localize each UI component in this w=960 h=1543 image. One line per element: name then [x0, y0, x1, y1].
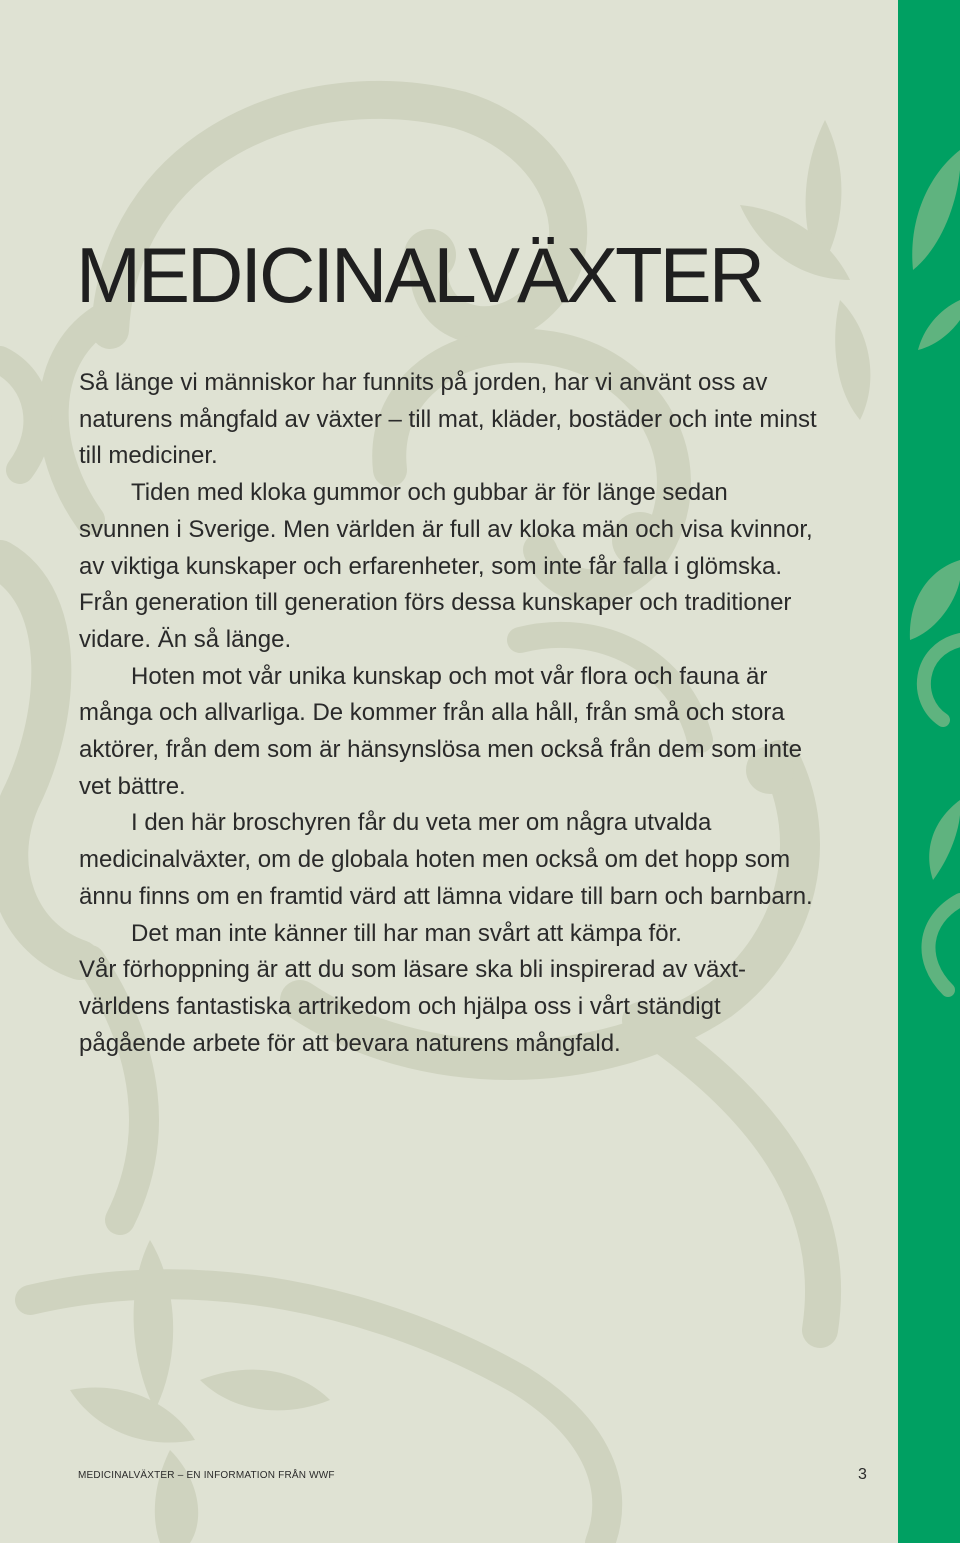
paragraph-threats: Hoten mot vår unika kunskap och mot vår flora och fauna är många och allvarliga. De kommer från alla håll, från små och stora aktörer, från dem som är hänsynslösa men också från dem som inte vet bättre.: [79, 662, 802, 800]
paragraph-hope: Vår förhoppning är att du som läsare ska bli inspirerad av växt-världens fantastiska artrikedom och hjälpa oss i vårt ständigt pågående arbete för att bevara naturens mångfald.: [79, 956, 746, 1057]
green-side-band: [898, 0, 960, 1543]
band-leaf-ornament: [898, 0, 960, 1543]
paragraph-quote: Det man inte känner till har man svårt att kämpa för.: [131, 919, 682, 947]
page-title: MEDICINALVÄXTER: [76, 231, 763, 319]
paragraph-intro: Så länge vi människor har funnits på jorden, har vi använt oss av naturens mångfald av växter – till mat, kläder, bostäder och inte minst till mediciner.: [79, 369, 817, 470]
page-number: 3: [858, 1466, 867, 1483]
paragraph-brochure: I den här broschyren får du veta mer om några utvalda medicinalväxter, om de globala hoten men också om det hopp som ännu finns om en framtid värd att lämna vidare till barn och barnbarn.: [79, 809, 813, 910]
body-text: [79, 365, 819, 1062]
paragraph-wise-women-and-men: Tiden med kloka gummor och gubbar är för länge sedan svunnen i Sverige. Men världen är full av kloka män och visa kvinnor, av viktiga kunskaper och erfarenheter, som inte får falla i glömska. Från generation till generation förs dessa kunskaper och traditioner vidare. Än så länge.: [79, 479, 813, 653]
running-footer-title: MEDICINALVÄXTER – EN INFORMATION FRÅN WWF: [78, 1470, 335, 1481]
